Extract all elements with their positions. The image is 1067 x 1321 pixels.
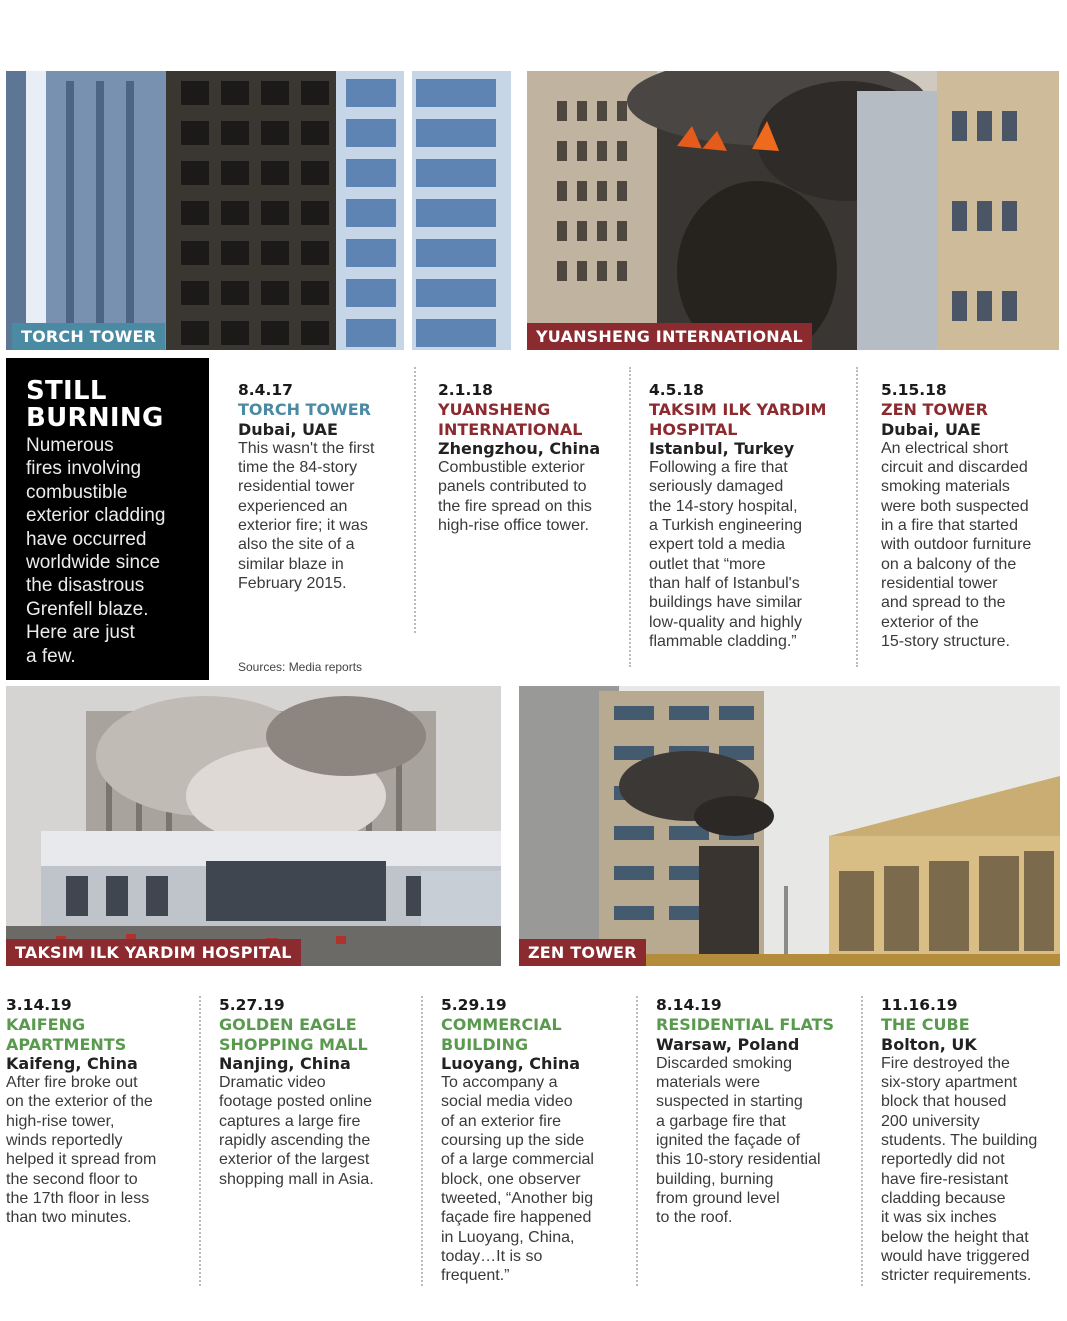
entry-taksim [649,381,849,651]
entry-description: Combustible exterior panels contributed to the fire spread on this high-rise office tower. [438,459,592,535]
entry-zen-tower [881,381,1061,651]
torch-tower-photo [6,71,511,350]
taksim-hospital-photo [6,686,501,966]
zen-tower-photo [519,686,1060,966]
taksim-photo-label: TAKSIM ILK YARDIM HOSPITAL [6,939,301,966]
entry-name: THE CUBE [881,1015,970,1035]
entry-name: YUANSHENG INTERNATIONAL [438,400,583,439]
entry-date: 2.1.18 [438,381,493,399]
entry-date: 5.15.18 [881,381,947,399]
column-divider [199,996,201,1286]
entry-the-cube [881,996,1065,1285]
entry-description: After fire broke out on the exterior of the high-rise tower, winds reportedly helped it spread from the second floor to the 17th floor in less than two minutes. [6,1074,157,1227]
entry-description: Dramatic video footage posted online captures a large fire rapidly ascending the exterior of the largest shopping mall in Asia. [219,1074,374,1188]
column-divider [636,996,638,1286]
entry-location: Istanbul, Turkey [649,438,795,458]
entry-kaifeng [6,996,194,1228]
entry-location: Bolton, UK [881,1034,977,1054]
entry-name: TORCH TOWER [238,400,371,420]
torch-tower-photo-label: TORCH TOWER [12,323,165,350]
column-divider [629,367,631,667]
entry-yuansheng [438,381,624,535]
entry-date: 3.14.19 [6,996,72,1014]
entry-location: Warsaw, Poland [656,1034,800,1054]
entry-description: Following a fire that seriously damaged the 14-story hospital, a Turkish engineering expert told a media outlet that “more than half of Istanbul's buildings have similar low-quality and highly flammable cladding.” [649,459,802,650]
yuansheng-photo [527,71,1059,350]
entry-date: 8.4.17 [238,381,293,399]
entry-date: 5.29.19 [441,996,507,1014]
entry-location: Zhengzhou, China [438,438,601,458]
entry-description: Discarded smoking materials were suspected in starting a garbage fire that ignited the façade of this 10-story residential building, burning from ground level to the roof. [656,1054,821,1227]
entry-commercial-building [441,996,631,1285]
entry-description: An electrical short circuit and discarded smoking materials were both suspected in a fire that started with outdoor furniture on a balcony of the residential tower and spread to the exterior of the 15-story structure. [881,439,1032,650]
entry-location: Nanjing, China [219,1053,351,1073]
entry-golden-eagle [219,996,409,1189]
entry-description: This wasn't the first time the 84-story residential tower experienced an exterior fire; it was also the site of a similar blaze in February 2015. [238,439,375,592]
entry-date: 4.5.18 [649,381,704,399]
entry-date: 5.27.19 [219,996,285,1014]
column-divider [861,996,863,1286]
column-divider [421,996,423,1286]
entry-location: Kaifeng, China [6,1053,138,1073]
sources-note: Sources: Media reports [238,660,363,674]
entry-name: COMMERCIAL BUILDING [441,1015,562,1054]
entry-name: RESIDENTIAL FLATS [656,1015,835,1035]
entry-name: GOLDEN EAGLE SHOPPING MALL [219,1015,368,1054]
column-divider [856,367,858,667]
yuansheng-photo-label: YUANSHENG INTERNATIONAL [527,323,812,350]
entry-location: Dubai, UAE [238,419,338,439]
entry-name: KAIFENG APARTMENTS [6,1015,127,1054]
entry-residential-flats [656,996,856,1228]
entry-name: TAKSIM ILK YARDIM HOSPITAL [649,400,827,439]
column-divider [414,367,416,633]
entry-torch-tower [238,381,408,593]
entry-description: Fire destroyed the six-story apartment block that housed 200 university students. The building reportedly did not have fire-resistant cladding because it was six inches below the height that would have triggered stricter requirements. [881,1054,1038,1285]
entry-name: ZEN TOWER [881,400,988,420]
entry-location: Dubai, UAE [881,419,981,439]
zen-photo-label: ZEN TOWER [519,939,646,966]
entry-date: 8.14.19 [656,996,722,1014]
entry-date: 11.16.19 [881,996,958,1014]
intro-body: Numerous fires involving combustible exterior cladding have occurred worldwide since the disastrous Grenfell blaze. Here are just a few. [26,435,166,667]
still-burning-intro [6,358,209,680]
entry-location: Luoyang, China [441,1053,581,1073]
entry-description: To accompany a social media video of an exterior fire coursing up the side of a large commercial block, one observer tweeted, “Another big façade fire happened in Luoyang, China, today…It is so frequent.” [441,1074,594,1285]
intro-title: STILL BURNING [26,376,164,433]
